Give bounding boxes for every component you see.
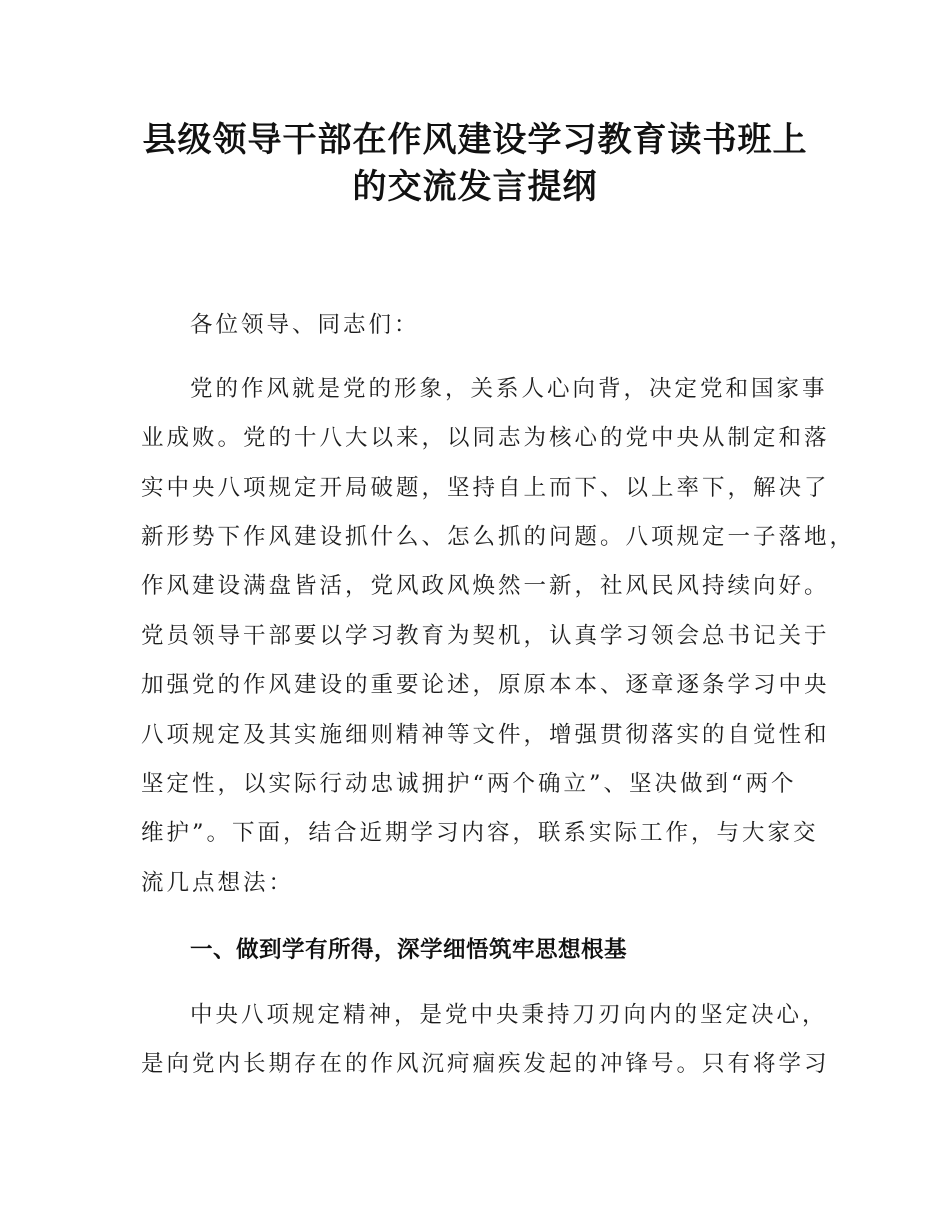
document-title-line-1: 县级领导干部在作风建设学习教育读书班上 [142,120,808,160]
paragraph-1-line: 流几点想法： [141,870,295,896]
document-title-line-2: 的交流发言提纲 [352,167,598,207]
paragraph-1-line: 作风建设满盘皆活，党风政风焕然一新，社风民风持续向好。 [141,573,830,599]
paragraph-1-line: 新形势下作风建设抓什么、怎么抓的问题。八项规定一子落地， [141,524,856,550]
paragraph-1-line: 业成败。党的十八大以来，以同志为核心的党中央从制定和落 [141,425,830,451]
paragraph-2-line: 中央八项规定精神，是党中央秉持刀刃向内的坚定决心， [190,1002,828,1028]
salutation: 各位领导、同志们： [190,312,420,338]
paragraph-1-line: 党的作风就是党的形象，关系人心向背，决定党和国家事 [190,376,828,402]
paragraph-1-line: 坚定性，以实际行动忠诚拥护“两个确立”、坚决做到“两个 [141,771,797,797]
paragraph-1-line: 八项规定及其实施细则精神等文件，增强贯彻落实的自觉性和 [141,722,830,748]
paragraph-1-line: 党员领导干部要以学习教育为契机，认真学习领会总书记关于 [141,623,830,649]
paragraph-1-line: 加强党的作风建设的重要论述，原原本本、逐章逐条学习中央 [141,672,830,698]
section-heading-1: 一、做到学有所得，深学细悟筑牢思想根基 [190,937,628,963]
paragraph-1-line: 维护”。下面，结合近期学习内容，联系实际工作，与大家交 [141,820,819,846]
paragraph-1-line: 实中央八项规定开局破题，坚持自上而下、以上率下，解决了 [141,475,830,501]
paragraph-2-line: 是向党内长期存在的作风沉疴痼疾发起的冲锋号。只有将学习 [141,1051,830,1077]
